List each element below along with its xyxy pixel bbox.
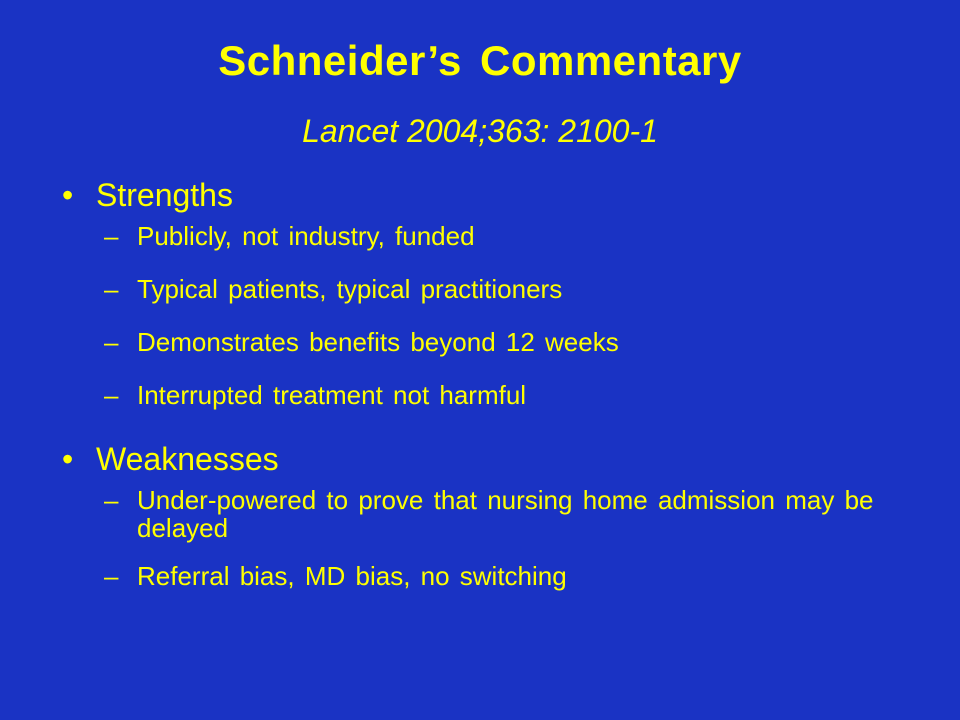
dash-icon: –: [104, 485, 119, 515]
title-block: [0, 28, 960, 168]
list-item: [104, 562, 942, 590]
section-weaknesses: [62, 434, 942, 590]
list-item: [104, 275, 942, 303]
weaknesses-heading: Weaknesses: [96, 441, 279, 477]
dash-icon: –: [104, 380, 119, 410]
bullet-icon: •: [62, 177, 74, 213]
list-item: [104, 328, 942, 356]
list-item-text: Demonstrates benefits beyond 12 weeks: [137, 327, 619, 357]
section-strengths: [62, 170, 942, 409]
list-item-text: Under-powered to prove that nursing home admission may be delayed: [137, 485, 874, 543]
strengths-heading: Strengths: [96, 177, 233, 213]
weaknesses-list: [104, 486, 942, 590]
bullet-heading: [62, 434, 942, 484]
dash-icon: –: [104, 561, 119, 591]
slide-subtitle: Lancet 2004;363: 2100-1: [302, 113, 658, 149]
list-item-text: Interrupted treatment not harmful: [137, 380, 527, 410]
strengths-list: [104, 222, 942, 409]
bullet-icon: •: [62, 441, 74, 477]
dash-icon: –: [104, 327, 119, 357]
slide-title: Schneider’s Commentary: [218, 37, 742, 84]
dash-icon: –: [104, 221, 119, 251]
list-item: [104, 486, 942, 542]
list-item-text: Typical patients, typical practitioners: [137, 274, 563, 304]
list-item: [104, 381, 942, 409]
list-item: [104, 222, 942, 250]
bullet-heading: [62, 170, 942, 220]
list-item-text: Publicly, not industry, funded: [137, 221, 475, 251]
dash-icon: –: [104, 274, 119, 304]
list-item-text: Referral bias, MD bias, no switching: [137, 561, 567, 591]
slide-body: [62, 170, 942, 615]
